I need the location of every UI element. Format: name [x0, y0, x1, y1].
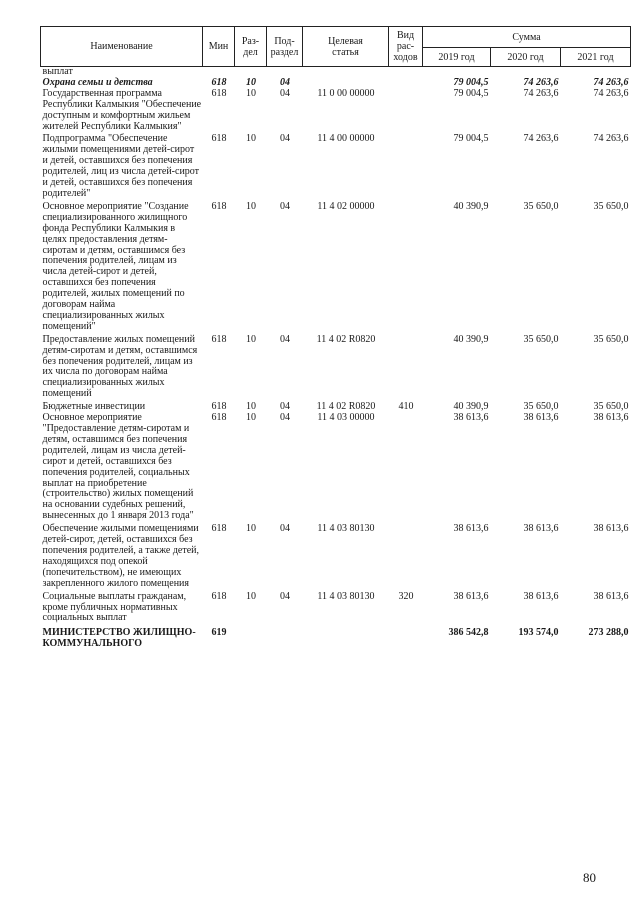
cell-y2020: 38 613,6 — [523, 523, 559, 535]
table-header — [41, 27, 631, 67]
cell-y2021: 74 263,6 — [593, 133, 629, 145]
cell-tsel: 11 0 00 00000 — [317, 87, 375, 99]
table-row — [41, 200, 631, 333]
cell-tsel: 11 4 03 80130 — [317, 523, 375, 535]
cell-name: Обеспечение жилыми помещениями детей-сирот, детей, оставшихся без попечения родителей, а также детей, находящихся под опекой (попечительством), не имеющих закрепленного жилого помещения — [42, 523, 200, 589]
cell-podrazdel: 04 — [280, 333, 290, 345]
table-row — [41, 132, 631, 199]
cell-name: МИНИСТЕРСТВО ЖИЛИЩНО-КОММУНАЛЬНОГО — [42, 627, 196, 650]
cell-y2021: 273 288,0 — [588, 627, 629, 639]
cell-razdel: 10 — [246, 76, 256, 88]
cell-tsel — [303, 67, 389, 78]
cell-y2021: 35 650,0 — [593, 333, 629, 345]
cell-razdel: 10 — [246, 333, 256, 345]
cell-y2019: 38 613,6 — [453, 412, 489, 424]
cell-name: Бюджетные инвестиции — [42, 401, 146, 413]
cell-min: 618 — [211, 523, 227, 535]
cell-min: 618 — [211, 133, 227, 145]
cell-tsel: 11 4 02 00000 — [317, 200, 375, 212]
cell-name: Основное мероприятие "Создание специализированного жилищного фонда Республики Калмыкия в целях предоставления детям-сиротам и детям, оставшимся без попечения родителей, лицам из числа детей-сирот и детей, оставшихся без попечения родителей, жилых помещений по договорам найма специализированных жилых помещений" — [42, 200, 189, 332]
cell-podrazdel: 04 — [280, 76, 290, 88]
cell-min: 618 — [211, 401, 227, 413]
cell-y2021: 35 650,0 — [593, 200, 629, 212]
cell-min: 618 — [211, 412, 227, 424]
header-summa: Сумма — [423, 27, 631, 48]
cell-min: 618 — [211, 76, 227, 88]
cell-vid — [389, 522, 423, 589]
cell-podrazdel: 04 — [280, 412, 290, 424]
cell-min: 618 — [211, 590, 227, 602]
cell-y2021: 38 613,6 — [593, 590, 629, 602]
cell-y2020: 74 263,6 — [523, 133, 559, 145]
document-page — [40, 26, 630, 650]
cell-y2019: 79 004,5 — [453, 76, 489, 88]
cell-y2019: 386 542,8 — [448, 627, 489, 639]
table-row — [41, 333, 631, 400]
cell-razdel: 10 — [246, 87, 256, 99]
table-row — [41, 624, 631, 650]
cell-min: 618 — [211, 333, 227, 345]
cell-name: Предоставление жилых помещений детям-сиротам и детям, оставшимся без попечения родителей, лицам из их числа по договорам найма специализированных жилых помещений — [42, 333, 198, 400]
cell-razdel: 10 — [246, 590, 256, 602]
cell-y2021: 38 613,6 — [593, 523, 629, 535]
cell-min: 618 — [211, 200, 227, 212]
cell-y2020: 35 650,0 — [523, 200, 559, 212]
cell-y2019: 40 390,9 — [453, 200, 489, 212]
cell-razdel: 10 — [246, 401, 256, 413]
header-year-2019: 2019 год — [423, 48, 491, 67]
cell-y2020: 38 613,6 — [523, 590, 559, 602]
cell-tsel: 11 4 00 00000 — [317, 133, 375, 145]
budget-table — [40, 26, 631, 650]
cell-y2021: 74 263,6 — [593, 76, 629, 88]
cell-podrazdel: 04 — [280, 200, 290, 212]
cell-vid — [389, 78, 423, 89]
cell-name: Основное мероприятие "Предоставление детям-сиротам и детям, оставшимся без попечения родителей, лицам из числа детей-сирот и детей, оставшихся без попечения родителей, социальных выплат на приобретение (строительство) жилых помещений на основании судебных решений, вынесенных до 1 января 2013 года" — [42, 412, 194, 522]
cell-name: Социальные выплаты гражданам, кроме публичных нормативных социальных выплат — [42, 590, 187, 624]
table-row — [41, 590, 631, 625]
cell-podrazdel: 04 — [280, 401, 290, 413]
cell-y2019: 40 390,9 — [453, 333, 489, 345]
table-row — [41, 522, 631, 589]
cell-podrazdel: 04 — [280, 87, 290, 99]
table-row — [41, 413, 631, 522]
cell-min: 618 — [211, 87, 227, 99]
header-vid-raskhodov: Вид рас- ходов — [389, 27, 423, 67]
cell-y2020: 74 263,6 — [523, 76, 559, 88]
cell-razdel: 10 — [246, 200, 256, 212]
cell-vid — [389, 624, 423, 650]
table-row — [41, 89, 631, 133]
cell-podrazdel: 04 — [280, 523, 290, 535]
cell-podrazdel: 04 — [280, 133, 290, 145]
cell-vid — [389, 89, 423, 133]
cell-razdel — [235, 624, 267, 650]
cell-vid — [389, 200, 423, 333]
cell-tsel: 11 4 03 80130 — [317, 590, 375, 602]
cell-y2019: 79 004,5 — [453, 133, 489, 145]
cell-y2020: 38 613,6 — [523, 412, 559, 424]
cell-name: Государственная программа Республики Калмыкия "Обеспечение доступным и комфортным жильем жителей Республики Калмыкия" — [42, 87, 202, 132]
cell-y2019: 40 390,9 — [453, 401, 489, 413]
cell-y2019: 38 613,6 — [453, 523, 489, 535]
cell-y2021: 38 613,6 — [593, 412, 629, 424]
cell-y2021: 74 263,6 — [593, 87, 629, 99]
cell-tsel: 11 4 02 R0820 — [316, 401, 376, 413]
cell-name: Подпрограмма "Обеспечение жилыми помещениями детей-сирот и детей, оставшихся без попечения родителей, лиц из числа детей-сирот и детей, оставшихся без попечения родителей" — [42, 133, 200, 199]
cell-vid: 320 — [398, 590, 414, 602]
cell-vid — [389, 132, 423, 199]
header-name: Наименование — [41, 27, 203, 67]
cell-tsel — [303, 624, 389, 650]
cell-tsel: 11 4 03 00000 — [317, 412, 375, 424]
cell-name: выплат — [42, 66, 73, 77]
cell-razdel: 10 — [246, 523, 256, 535]
cell-vid — [389, 67, 423, 78]
header-tselevaya-statya: Целевая статья — [303, 27, 389, 67]
cell-podrazdel: 04 — [280, 590, 290, 602]
cell-y2021: 35 650,0 — [593, 401, 629, 413]
cell-vid — [389, 413, 423, 522]
header-podrazdel: Под- раздел — [267, 27, 303, 67]
cell-y2020: 35 650,0 — [523, 333, 559, 345]
cell-y2020: 35 650,0 — [523, 401, 559, 413]
cell-min: 619 — [211, 627, 227, 639]
cell-razdel: 10 — [246, 133, 256, 145]
cell-vid — [389, 333, 423, 400]
cell-podrazdel — [267, 624, 303, 650]
header-year-2021: 2021 год — [561, 48, 631, 67]
page-number: 80 — [583, 870, 596, 885]
cell-y2020: 74 263,6 — [523, 87, 559, 99]
table-body — [41, 67, 631, 651]
cell-y2020: 193 574,0 — [518, 627, 559, 639]
cell-y2019: 79 004,5 — [453, 87, 489, 99]
cell-y2019: 38 613,6 — [453, 590, 489, 602]
cell-name: Охрана семьи и детства — [42, 76, 153, 88]
cell-vid: 410 — [398, 401, 414, 413]
header-razdel: Раз- дел — [235, 27, 267, 67]
header-year-2020: 2020 год — [491, 48, 561, 67]
cell-razdel: 10 — [246, 412, 256, 424]
cell-tsel: 11 4 02 R0820 — [316, 333, 376, 345]
header-min: Мин — [203, 27, 235, 67]
